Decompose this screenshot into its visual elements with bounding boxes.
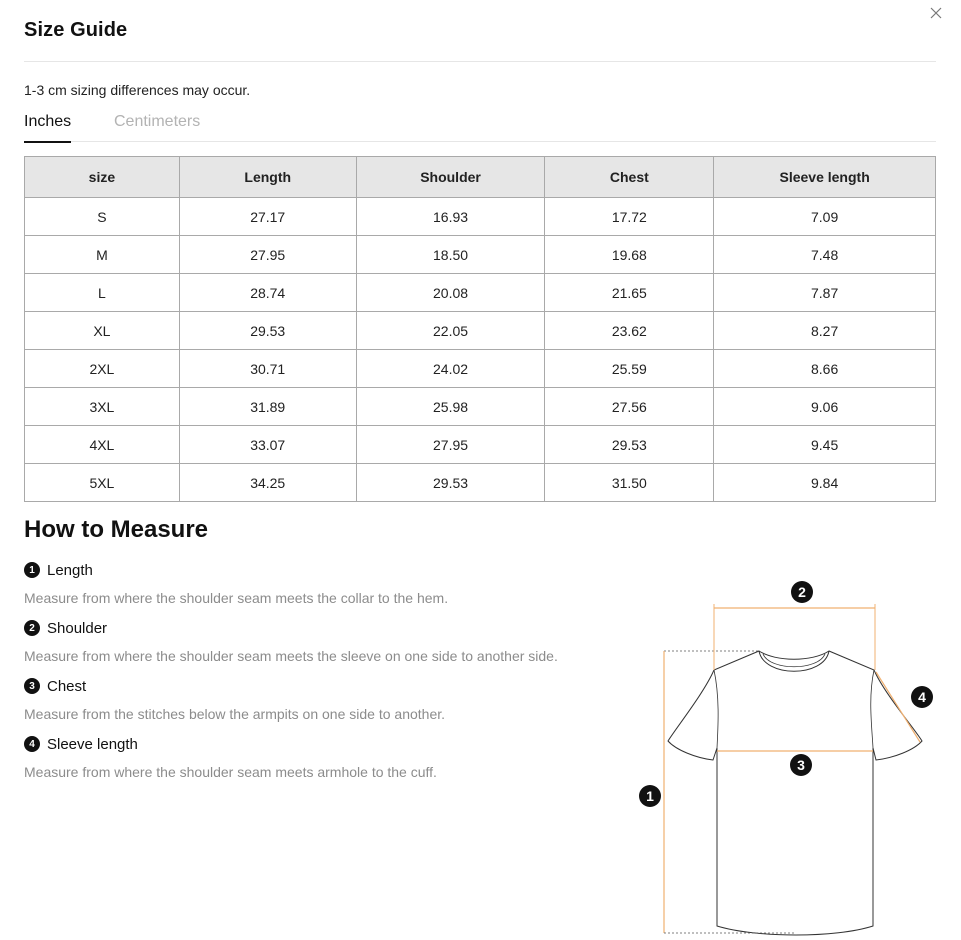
tshirt-outline [668, 651, 922, 935]
cell-size: 2XL [25, 350, 180, 388]
tab-inches[interactable]: Inches [24, 112, 71, 142]
number-4-icon: 4 [24, 736, 40, 752]
measure-label: Shoulder [47, 619, 108, 637]
measure-label: Sleeve length [47, 735, 138, 753]
cell-chest: 27.56 [545, 388, 714, 426]
modal-title: Size Guide [24, 19, 128, 41]
measure-label: Length [47, 561, 93, 579]
svg-text:4: 4 [918, 689, 926, 705]
marker-1-icon [639, 785, 661, 807]
measure-description: Measure from the stitches below the armpits on one side to another. [24, 706, 446, 722]
table-row [25, 312, 936, 350]
cell-length: 28.74 [179, 274, 356, 312]
cell-sleeve-length: 9.84 [714, 464, 936, 502]
cell-sleeve-length: 9.45 [714, 426, 936, 464]
header-size: size [25, 157, 180, 198]
cell-length: 31.89 [179, 388, 356, 426]
cell-size: M [25, 236, 180, 274]
number-1-icon: 1 [24, 562, 40, 578]
cell-length: 34.25 [179, 464, 356, 502]
table-row [25, 198, 936, 236]
cell-size: 4XL [25, 426, 180, 464]
table-row [25, 426, 936, 464]
how-to-measure-title: How to Measure [24, 516, 209, 543]
cell-length: 30.71 [179, 350, 356, 388]
measure-item-length [24, 558, 624, 616]
cell-size: 3XL [25, 388, 180, 426]
cell-length: 27.95 [179, 236, 356, 274]
close-button[interactable] [928, 5, 944, 21]
measure-description: Measure from where the shoulder seam meets armhole to the cuff. [24, 764, 437, 780]
number-3-icon: 3 [24, 678, 40, 694]
cell-sleeve-length: 7.87 [714, 274, 936, 312]
cell-sleeve-length: 8.27 [714, 312, 936, 350]
table-row [25, 350, 936, 388]
marker-3-icon [790, 754, 812, 776]
measure-label: Chest [47, 677, 87, 695]
measure-item-sleeve-length [24, 732, 624, 790]
header-sleeve-length: Sleeve length [714, 157, 936, 198]
close-icon [928, 5, 944, 21]
cell-sleeve-length: 7.48 [714, 236, 936, 274]
cell-size: 5XL [25, 464, 180, 502]
tab-centimeters[interactable]: Centimeters [114, 113, 201, 130]
cell-shoulder: 20.08 [356, 274, 545, 312]
cell-sleeve-length: 9.06 [714, 388, 936, 426]
svg-text:3: 3 [797, 757, 805, 773]
title-divider [24, 61, 936, 62]
measure-item-shoulder [24, 616, 624, 674]
header-chest: Chest [545, 157, 714, 198]
cell-length: 27.17 [179, 198, 356, 236]
cell-chest: 21.65 [545, 274, 714, 312]
cell-shoulder: 29.53 [356, 464, 545, 502]
tshirt-measure-diagram [636, 578, 936, 940]
cell-size: S [25, 198, 180, 236]
table-row [25, 464, 936, 502]
cell-shoulder: 18.50 [356, 236, 545, 274]
table-row [25, 236, 936, 274]
header-length: Length [179, 157, 356, 198]
measure-list [24, 558, 624, 790]
cell-size: L [25, 274, 180, 312]
cell-chest: 31.50 [545, 464, 714, 502]
cell-shoulder: 27.95 [356, 426, 545, 464]
sizing-note: 1-3 cm sizing differences may occur. [24, 82, 251, 98]
header-shoulder: Shoulder [356, 157, 545, 198]
cell-sleeve-length: 8.66 [714, 350, 936, 388]
cell-shoulder: 22.05 [356, 312, 545, 350]
marker-2-icon [791, 581, 813, 603]
cell-shoulder: 16.93 [356, 198, 545, 236]
cell-length: 33.07 [179, 426, 356, 464]
measure-description: Measure from where the shoulder seam meets the sleeve on one side to another side. [24, 648, 558, 664]
measure-item-chest [24, 674, 624, 732]
size-table [24, 156, 936, 502]
cell-size: XL [25, 312, 180, 350]
cell-sleeve-length: 7.09 [714, 198, 936, 236]
number-2-icon: 2 [24, 620, 40, 636]
measure-description: Measure from where the shoulder seam meets the collar to the hem. [24, 590, 449, 606]
unit-tabs [24, 112, 936, 142]
marker-4-icon [911, 686, 933, 708]
cell-shoulder: 25.98 [356, 388, 545, 426]
svg-text:2: 2 [798, 584, 806, 600]
cell-chest: 17.72 [545, 198, 714, 236]
table-header-row [25, 157, 936, 198]
cell-length: 29.53 [179, 312, 356, 350]
table-row [25, 274, 936, 312]
cell-chest: 19.68 [545, 236, 714, 274]
svg-text:1: 1 [646, 788, 654, 804]
table-row [25, 388, 936, 426]
cell-shoulder: 24.02 [356, 350, 545, 388]
cell-chest: 25.59 [545, 350, 714, 388]
cell-chest: 23.62 [545, 312, 714, 350]
cell-chest: 29.53 [545, 426, 714, 464]
